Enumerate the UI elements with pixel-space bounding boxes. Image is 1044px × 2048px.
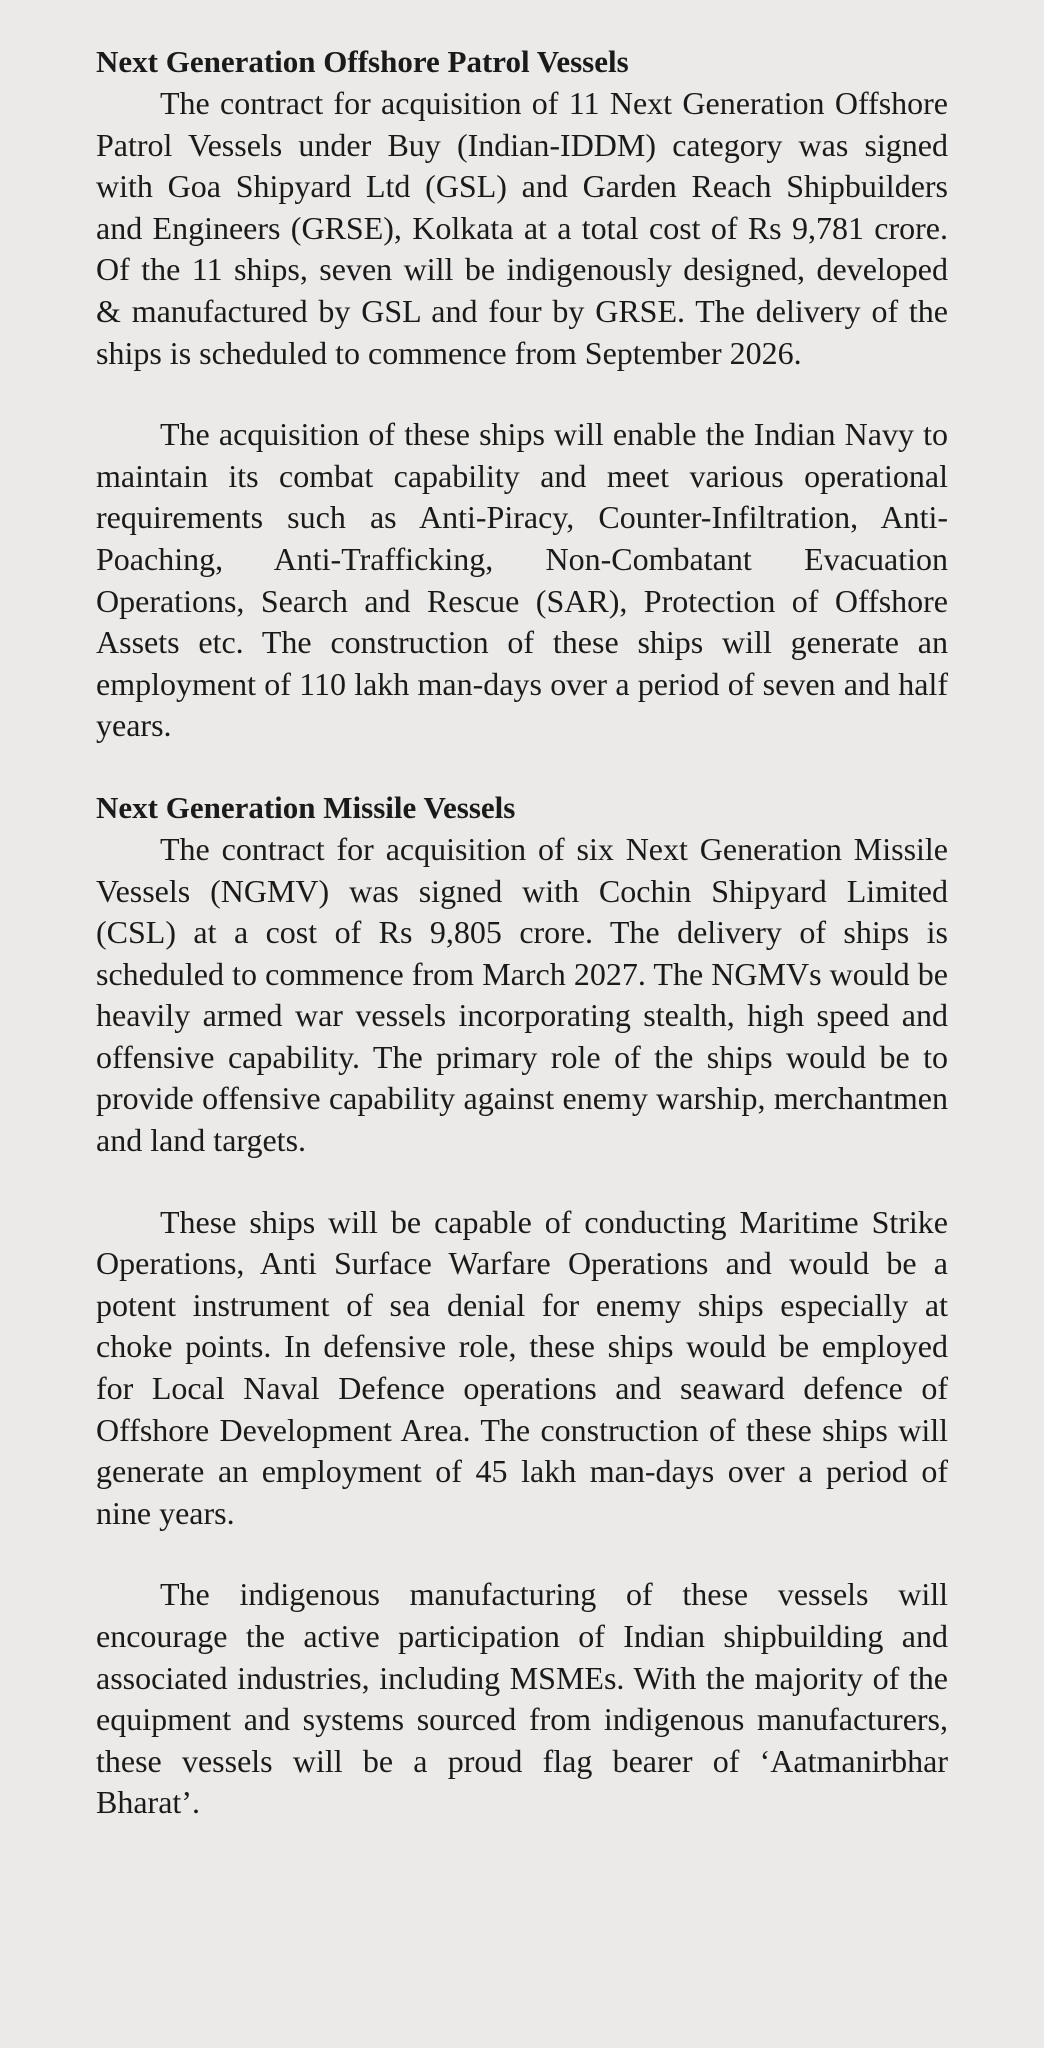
paragraph-ngmv-operations: These ships will be capable of conducting Maritime Strike Operations, Anti Surface Warfare Operations and would be a potent instrument of sea denial for enemy ships especially at choke points. In defensive role, these ships would be employed for Local Naval Defence operations and seaward defence of Offshore Development Area. The construction of these ships will generate an employment of 45 lakh man-days over a period of nine years.	[96, 1203, 948, 1531]
section-heading-missile-vessels: Next Generation Missile Vessels	[96, 789, 516, 825]
paragraph-gap	[96, 374, 948, 414]
paragraph-opv-contract: The contract for acquisition of 11 Next Generation Offshore Patrol Vessels under Buy (Indian-IDDM) category was signed with Goa Shipyard Ltd (GSL) and Garden Reach Shipbuilders and Engineers (GRSE), Kolkata at a total cost of Rs 9,781 crore. Of the 11 ships, seven will be indigenously designed, developed & manufactured by GSL and four by GRSE. The delivery of the ships is scheduled to commence from September 2026.	[96, 85, 948, 371]
paragraph-indigenous-manufacturing: The indigenous manufacturing of these vessels will encourage the active participation of Indian shipbuilding and associated industries, including MSMEs. With the majority of the equipment and systems sourced from indigenous manufacturers, these vessels will be a proud flag bearer of ‘Aatmanirbhar Bharat’.	[96, 1576, 948, 1821]
section-heading-offshore-patrol-vessels: Next Generation Offshore Patrol Vessels	[96, 44, 629, 79]
section-gap	[96, 747, 948, 787]
paragraph-gap	[96, 1162, 948, 1202]
paragraph-ngmv-contract: The contract for acquisition of six Next Generation Missile Vessels (NGMV) was signed with Cochin Shipyard Limited (CSL) at a cost of Rs 9,805 crore. The delivery of ships is scheduled to commence from March 2027. The NGMVs would be heavily armed war vessels incorporating stealth, high speed and offensive capability. The primary role of the ships would be to provide offensive capability against enemy warship, merchantmen and land targets.	[96, 830, 948, 1159]
paragraph-opv-capabilities: The acquisition of these ships will enable the Indian Navy to maintain its combat capability and meet various operational requirements such as Anti-Piracy, Counter-Infiltration, Anti-Poaching, Anti-Trafficking, Non-Combatant Evacuation Operations, Search and Rescue (SAR), Protection of Offshore Assets etc. The construction of these ships will generate an employment of 110 lakh man-days over a period of seven and half years.	[96, 416, 948, 744]
paragraph-gap	[96, 1534, 948, 1574]
